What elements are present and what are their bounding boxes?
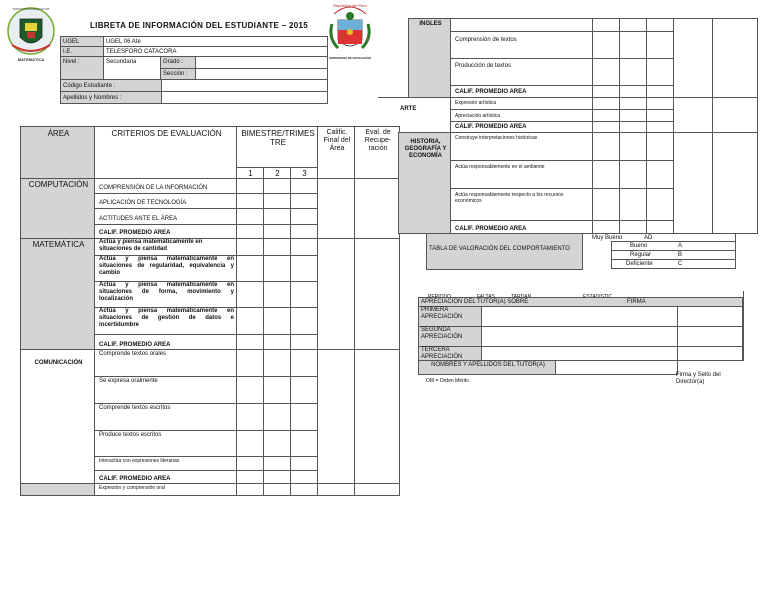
r-grade-col-eval — [712, 18, 758, 234]
scale-desc-2: Bueno — [630, 243, 648, 249]
grid-line — [592, 97, 758, 98]
scale-code-1: AD — [644, 235, 653, 241]
grade-col-2 — [263, 178, 291, 496]
peru-emblem — [326, 2, 374, 64]
com-promedio — [94, 470, 237, 484]
mat-crit-2-label: Actúa y piensa matemáticamente en situaciones de regularidad, equivalencia y cambio — [99, 256, 234, 276]
r-grade-col-2 — [619, 18, 647, 234]
grid-line — [236, 376, 318, 377]
area-comunicacion: COMUNICACIÓN — [34, 360, 83, 366]
apellidos-value-cell — [161, 91, 328, 104]
area-matematica: MATEMÁTICA — [32, 240, 85, 249]
scale-desc-1: Muy Bueno — [592, 235, 623, 241]
com-crit-4-label: Produce textos escritos — [99, 432, 162, 438]
head-calif-cell — [317, 126, 355, 179]
period-1: 1 — [248, 169, 253, 178]
peru-emblem-caption: MINISTERIO DE EDUCACIÓN — [329, 56, 371, 60]
comp-crit-3 — [94, 208, 237, 225]
mat-crit-1-label: Actúa y piensa matemáticamente en situaciones de cantidad — [99, 239, 203, 252]
period-3: 3 — [302, 169, 307, 178]
his-promedio — [450, 220, 593, 234]
r-grade-col-3 — [646, 18, 674, 234]
com-crit-3-label: Comprende textos escritos — [99, 405, 171, 411]
head-bimestre: BIMESTRE/TRIMESTRE — [241, 129, 315, 147]
area-arte: ARTE — [400, 106, 417, 112]
mat-promedio-label: CALIF. PROMEDIO AREA — [99, 342, 171, 348]
behavior-scale — [426, 233, 736, 271]
mat-crit-3-label: Actúa y piensa matemáticamente en situaciones de forma, movimiento y localización — [99, 282, 234, 302]
arte-crit-2-label: Apreciación artística — [455, 113, 501, 119]
student-info-box — [60, 36, 328, 104]
scale-code-3: B — [678, 252, 683, 258]
grid-line — [236, 470, 318, 471]
grade-col-1 — [236, 178, 264, 496]
apellidos-label: Apellidos y Nombres : — [63, 95, 122, 101]
extra-crit-label: Expresión y comprensión oral — [99, 485, 165, 491]
tutor-right-edge — [743, 291, 744, 361]
com-crit-1 — [94, 349, 237, 377]
grid-line — [592, 31, 674, 32]
com-crit-2-label: Se expresa oralmente — [99, 378, 158, 384]
mat-crit-4-label: Actúa y piensa matemáticamente en situaciones de gestión de datos e incertidumbre — [99, 308, 234, 328]
arte-crit-1-label: Expresión artística — [455, 100, 497, 106]
director-firma-label: Firma y Sello del Director(a) — [676, 372, 721, 385]
tutor-row-2-firma[interactable] — [677, 326, 743, 347]
tutor-row-3-firma[interactable] — [677, 346, 743, 361]
ing-crit-1 — [450, 31, 593, 59]
grid-line — [236, 255, 318, 256]
tutor-row-3-label-cell — [418, 346, 482, 361]
grid-line — [592, 220, 674, 221]
comp-crit-1-label: COMPRENSIÓN DE LA INFORMACIÓN — [99, 185, 208, 191]
head-criterios-cell — [94, 126, 237, 179]
grid-line — [236, 193, 318, 194]
tutor-name-value[interactable] — [555, 360, 678, 375]
tutor-header-right: FIRMA — [627, 299, 646, 305]
school-logo — [6, 5, 56, 63]
grades-table-left — [20, 126, 400, 496]
tutor-row-1-label: PRIMERA APRECIACIÓN — [421, 307, 463, 320]
head-bimestre-cell — [236, 126, 318, 168]
tutor-row-2-text[interactable] — [481, 326, 678, 347]
ie-label: I.E. — [63, 49, 73, 55]
comp-promedio — [94, 224, 237, 239]
com-crit-4 — [94, 430, 237, 457]
ugel-value: UGEL 06 Ate — [106, 39, 141, 45]
grid-line — [592, 85, 674, 86]
grade-col-calif — [317, 178, 355, 496]
grid-line — [236, 403, 318, 404]
area-historia: HISTORIA, GEOGRAFÍA Y ECONOMÍA — [404, 139, 447, 159]
mat-crit-2 — [94, 255, 237, 282]
grado-label: Grado : — [163, 59, 184, 65]
scale-desc-3: Regular — [630, 252, 652, 258]
com-promedio-label: CALIF. PROMEDIO AREA — [99, 476, 171, 482]
tutor-row-3-text[interactable] — [481, 346, 678, 361]
area-historia-cell — [398, 132, 451, 234]
grid-line — [592, 58, 674, 59]
tutor-row-2-label: SEGUNDA APRECIACIÓN — [421, 327, 463, 340]
page-title: LIBRETA DE INFORMACIÓN DEL ESTUDIANTE – 2015 — [90, 21, 308, 30]
nivel-value-cell — [103, 56, 161, 80]
head-criterios: CRITERIOS DE EVALUACIÓN — [111, 129, 222, 138]
school-logo-caption: MATEMÁTICA — [17, 57, 45, 62]
seccion-label: Sección : — [163, 71, 188, 77]
com-crit-1-label: Comprende textos orales — [99, 351, 167, 357]
ing-header-blank — [450, 18, 593, 32]
mat-promedio — [94, 334, 237, 350]
grid-line — [236, 456, 318, 457]
com-crit-3 — [94, 403, 237, 431]
grid-line — [236, 307, 318, 308]
comp-crit-3-label: ACTITUDES ANTE EL ÁREA — [99, 216, 178, 222]
arte-top-line — [378, 97, 451, 98]
area-computacion: COMPUTACIÓN — [28, 180, 89, 189]
extra-crit — [94, 483, 237, 496]
grid-line — [592, 109, 674, 110]
comp-crit-2-label: APLICACIÓN DE TECNOLOGÍA — [99, 200, 187, 206]
head-area: ÁREA — [47, 129, 70, 138]
ing-crit-2-label: Producción de textos — [455, 63, 512, 69]
tutor-header-left: APRECIACIÓN DEL TUTOR(A) SOBRE — [421, 299, 529, 305]
grid-line — [592, 121, 674, 122]
r-grade-col-1 — [592, 18, 620, 234]
area-ingles-cell — [408, 18, 451, 98]
his-crit-2 — [450, 160, 593, 189]
area-comunicacion-cell — [20, 349, 95, 484]
grid-line — [236, 238, 400, 239]
tutor-section — [418, 291, 750, 399]
ing-crit-1-label: Comprensión de textos — [455, 37, 517, 43]
comp-crit-1 — [94, 178, 237, 194]
tutor-row-1-firma[interactable] — [677, 306, 743, 327]
his-promedio-label: CALIF. PROMEDIO AREA — [455, 226, 527, 232]
grid-line — [592, 160, 674, 161]
om-note: OM = Orden Mérito — [426, 378, 469, 384]
com-crit-5 — [94, 456, 237, 471]
arte-promedio-label: CALIF. PROMEDIO AREA — [455, 124, 527, 130]
grid-line — [592, 188, 674, 189]
behavior-scale-label-cell — [426, 233, 583, 270]
com-crit-5-label: Interactúa con expresiones literarias — [99, 458, 180, 464]
head-eval: Eval. de Recupe- ración — [364, 129, 392, 152]
grid-line — [236, 224, 318, 225]
tutor-row-1-text[interactable] — [481, 306, 678, 327]
nivel-label-cell — [60, 56, 104, 80]
head-calif: Calific. Final del Área — [323, 129, 351, 152]
comp-promedio-label: CALIF. PROMEDIO AREA — [99, 230, 171, 236]
mat-crit-4 — [94, 307, 237, 335]
ie-value: TELESFORO CATACORA — [106, 49, 177, 55]
grid-line — [592, 132, 758, 133]
ing-promedio-label: CALIF. PROMEDIO AREA — [455, 89, 527, 95]
tutor-name-label: NOMBRES Y APELLIDOS DEL TUTOR(A) — [431, 362, 545, 368]
his-crit-1-label: Construye interpretaciones históricas — [455, 135, 538, 141]
grid-line — [236, 334, 318, 335]
comp-crit-2 — [94, 193, 237, 209]
head-area-cell — [20, 126, 95, 179]
grade-col-3 — [290, 178, 318, 496]
nivel-value: Secundaria — [106, 59, 137, 65]
tutor-row-3-label: TERCERA APRECIACIÓN — [421, 347, 463, 360]
period-2: 2 — [275, 169, 280, 178]
scale-code-4: C — [678, 261, 683, 267]
nivel-label: Nivel : — [63, 59, 80, 65]
scale-row-4 — [611, 259, 736, 269]
peru-emblem-text: República del Perú — [333, 3, 367, 8]
tutor-row-2-label-cell — [418, 326, 482, 347]
ugel-label: UGEL — [63, 39, 80, 45]
tutor-row-1-label-cell — [418, 306, 482, 327]
grid-line — [236, 349, 400, 350]
his-crit-2-label: Actúa responsablemente en el ambiente — [455, 164, 545, 170]
tutor-name-label-cell — [418, 360, 556, 375]
his-crit-1 — [450, 132, 593, 161]
school-logo-text: INSTITUCIÓN EDUCATIVA — [12, 7, 50, 11]
scale-code-2: A — [678, 243, 683, 249]
mat-crit-1 — [94, 238, 237, 256]
apellidos-label-cell — [60, 91, 162, 104]
codigo-label: Código Estudiante : — [63, 83, 116, 89]
com-crit-2 — [94, 376, 237, 404]
his-crit-3-label: Actúa responsablemente respecto a los recursos económicos — [455, 192, 564, 204]
area-ingles: INGLES — [419, 21, 442, 27]
behavior-scale-label: TABLA DE VALORACIÓN DEL COMPORTAMIENTO — [429, 246, 570, 252]
his-crit-3 — [450, 188, 593, 221]
extra-area-cell — [20, 483, 95, 496]
area-matematica-cell — [20, 238, 95, 350]
ing-crit-2 — [450, 58, 593, 86]
grid-line — [236, 281, 318, 282]
grid-line — [236, 430, 318, 431]
scale-desc-4: Deficiente — [626, 261, 653, 267]
grid-line — [236, 483, 400, 484]
grid-line — [236, 208, 318, 209]
mat-crit-3 — [94, 281, 237, 308]
r-grade-col-calif — [673, 18, 713, 234]
grades-table-right — [378, 18, 758, 234]
area-computacion-cell — [20, 178, 95, 239]
